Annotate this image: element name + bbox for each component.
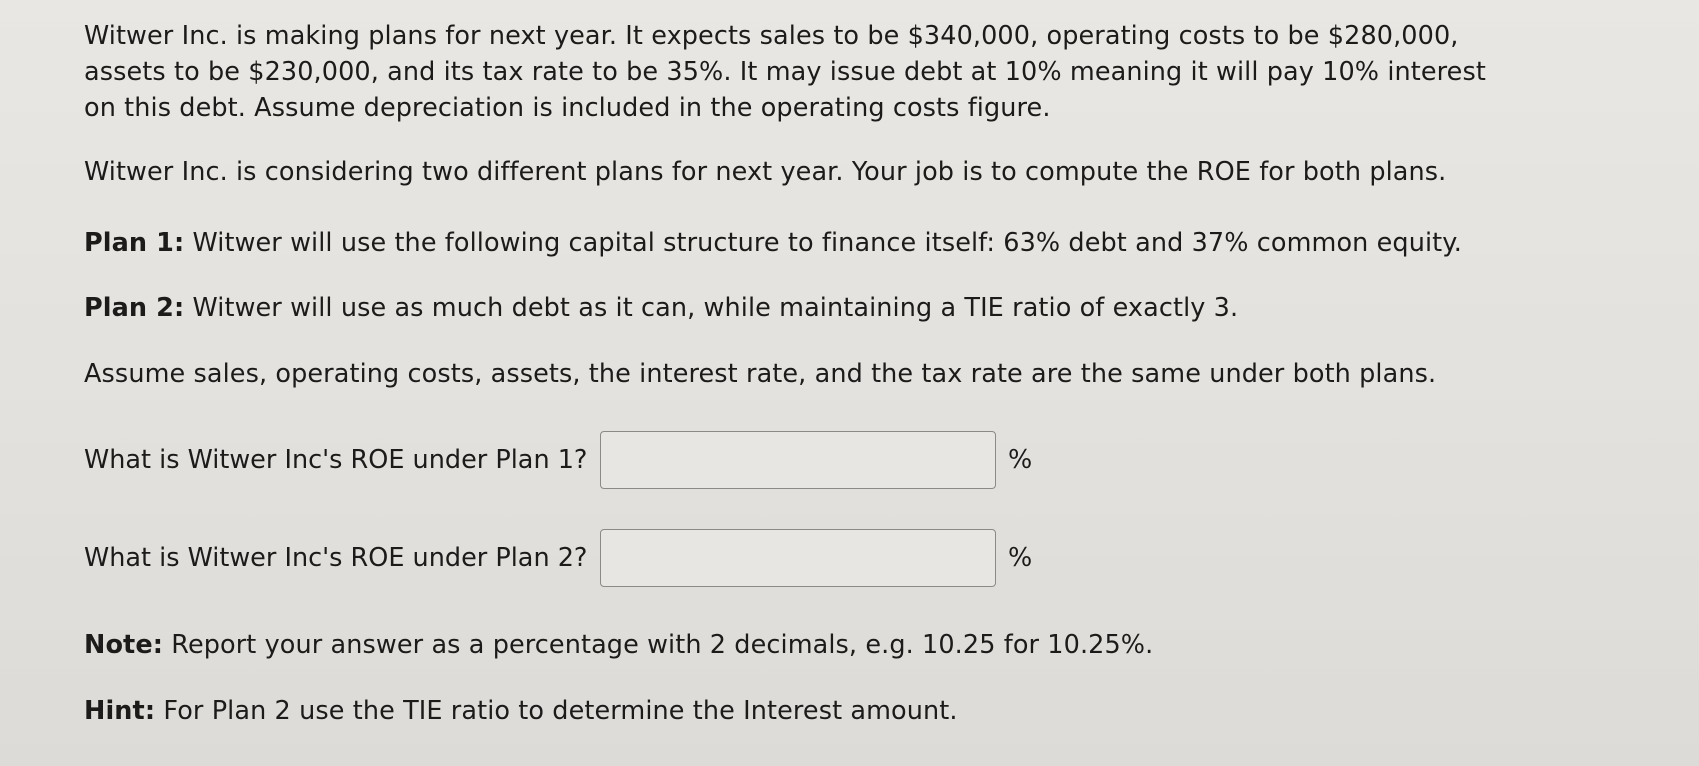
question-label-plan1: What is Witwer Inc's ROE under Plan 1? xyxy=(84,445,588,475)
percent-unit-plan2: % xyxy=(1008,543,1033,573)
hint-label: Hint: xyxy=(84,696,156,726)
hint-text: For Plan 2 use the TIE ratio to determine the Interest amount. xyxy=(163,696,958,726)
question-label-plan2: What is Witwer Inc's ROE under Plan 2? xyxy=(84,543,588,573)
hint-paragraph xyxy=(84,693,1604,729)
plan2-label: Plan 2: xyxy=(84,293,185,323)
plan2-text: Witwer will use as much debt as it can, while maintaining a TIE ratio of exactly 3. xyxy=(192,293,1239,323)
intro-paragraph: Witwer Inc. is making plans for next year. It expects sales to be $340,000, operating costs to be $280,000, assets to be $230,000, and its tax rate to be 35%. It may issue debt at 10% meaning it will pay 10% interest on this debt. Assume depreciation is included in the operating costs figure. xyxy=(84,21,1486,123)
plan1-label: Plan 1: xyxy=(84,228,185,258)
note-label: Note: xyxy=(84,630,164,660)
task-paragraph: Witwer Inc. is considering two different plans for next year. Your job is to compute the ROE for both plans. xyxy=(84,157,1447,187)
plan2-paragraph xyxy=(84,290,1604,326)
assumption-paragraph: Assume sales, operating costs, assets, the interest rate, and the tax rate are the same under both plans. xyxy=(84,359,1437,389)
plan1-text: Witwer will use the following capital structure to finance itself: 63% debt and 37% common equity. xyxy=(192,228,1463,258)
plan1-paragraph xyxy=(84,225,1604,261)
percent-unit-plan1: % xyxy=(1008,445,1033,475)
question-row-plan1 xyxy=(84,429,1032,491)
note-paragraph xyxy=(84,627,1604,663)
roe-plan2-input[interactable] xyxy=(600,529,996,587)
note-text: Report your answer as a percentage with 2 decimals, e.g. 10.25 for 10.25%. xyxy=(171,630,1154,660)
roe-plan1-input[interactable] xyxy=(600,431,996,489)
question-row-plan2 xyxy=(84,527,1032,589)
